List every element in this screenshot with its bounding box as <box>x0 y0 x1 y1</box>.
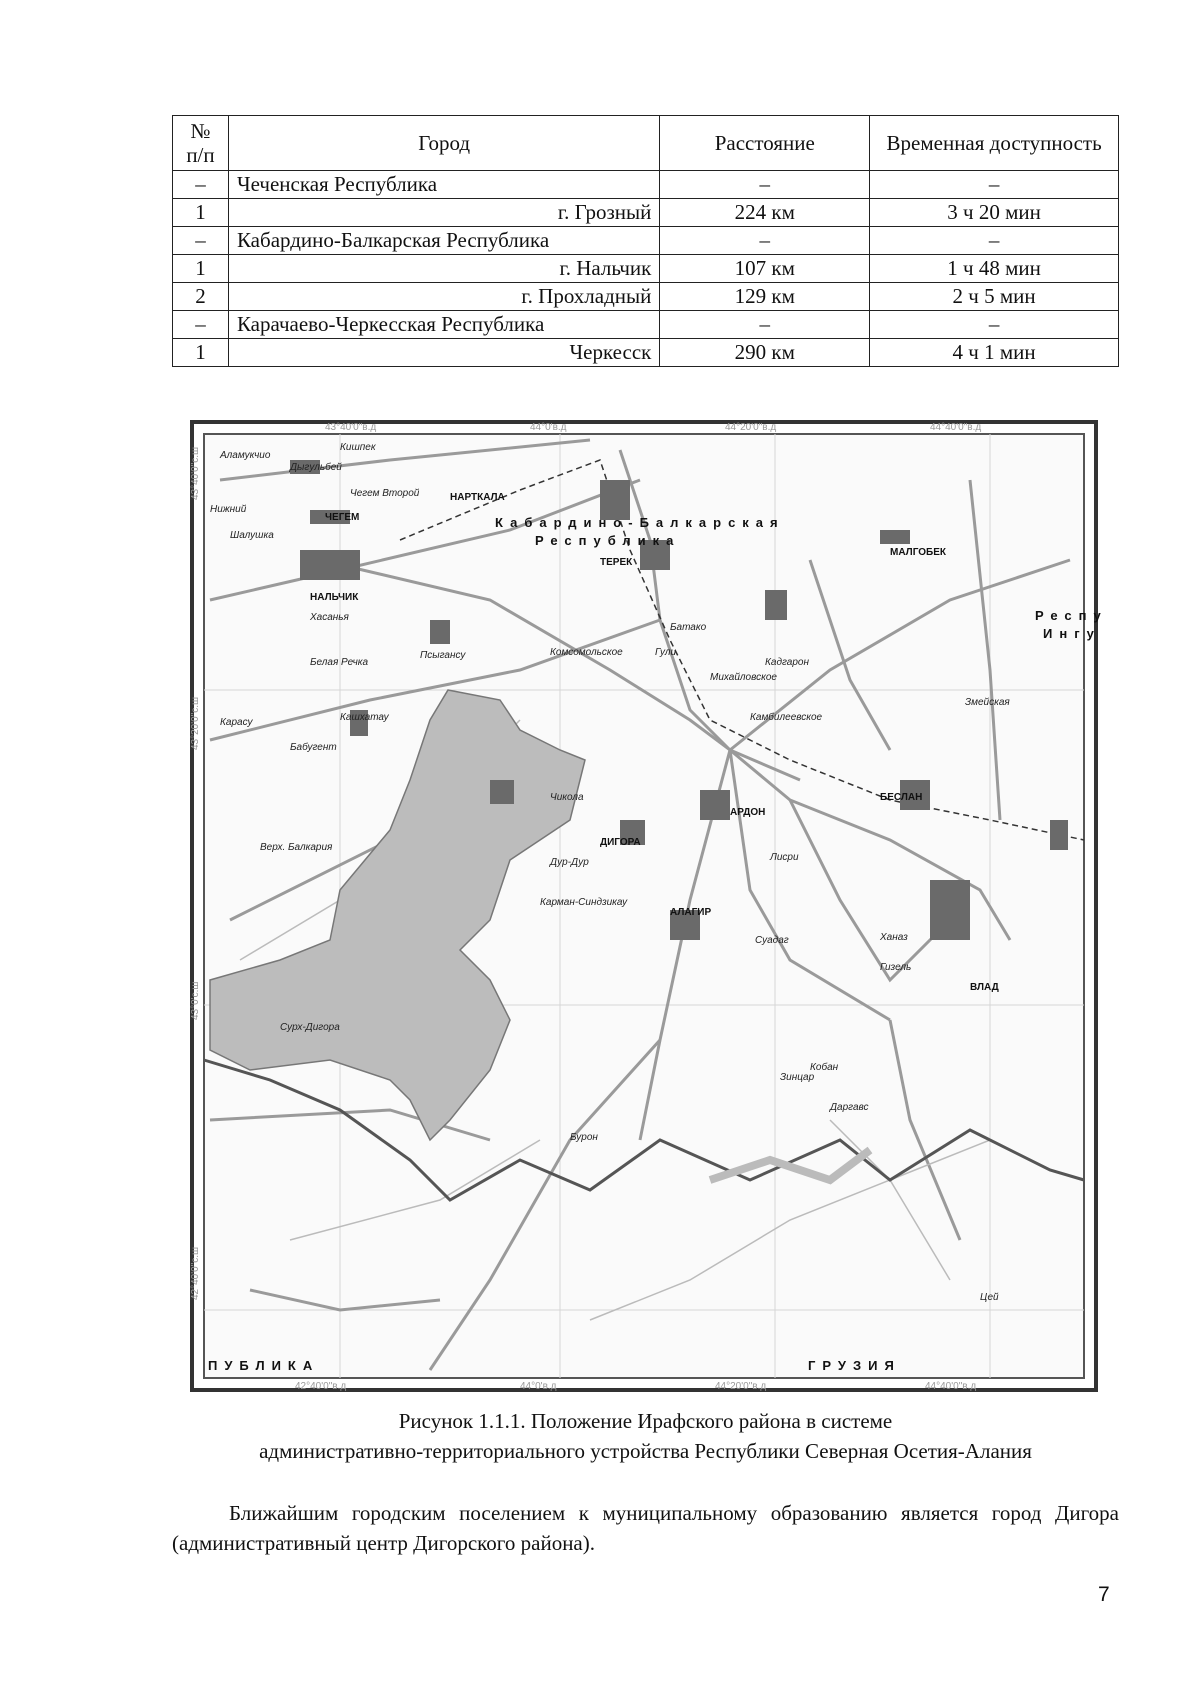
map-place-label: Дур-Дур <box>550 857 589 868</box>
map-place-label: Белая Речка <box>310 657 369 668</box>
row-distance-cell: 224 км <box>660 199 870 227</box>
district-map <box>190 420 1108 1392</box>
row-distance-cell: – <box>660 227 870 255</box>
map-place-label: Лисри <box>770 852 799 863</box>
header-city: Город <box>228 116 659 171</box>
map-city-malgobek: МАЛГОБЕК <box>890 547 946 558</box>
map-region-ingush: Респу <box>1035 608 1108 623</box>
row-distance-cell: 107 км <box>660 255 870 283</box>
map-place-label: Нижний <box>210 504 247 515</box>
map-coord-side-3: 43°0'с.ш <box>190 981 201 1020</box>
map-place-label: Бабугент <box>290 742 337 753</box>
row-number-cell: – <box>173 227 229 255</box>
map-region-kbr: Кабардино-Балкарская <box>495 515 785 530</box>
map-place-label: Хасанья <box>310 612 349 623</box>
row-number-cell: 1 <box>173 339 229 367</box>
map-place-label: Михайловское <box>710 672 777 683</box>
row-distance-cell: – <box>660 311 870 339</box>
map-place-label: Гизель <box>880 962 912 973</box>
map-place-label: Карасу <box>220 717 253 728</box>
map-place-label: Карман-Синдзикау <box>540 897 628 908</box>
row-time-cell: 3 ч 20 мин <box>870 199 1119 227</box>
map-place-label: Кадгарон <box>765 657 809 668</box>
row-name-cell: Черкесск <box>228 339 659 367</box>
map-coord-side-4: 42°40'0"с.ш <box>190 1246 201 1300</box>
map-place-label: Камбилеевское <box>750 712 823 723</box>
body-paragraph: Ближайшим городским поселением к муниципальному образованию является город Дигора (административный центр Дигорского района). <box>172 1501 1119 1555</box>
map-city-terek: ТЕРЕК <box>600 557 633 568</box>
row-number-cell: 1 <box>173 255 229 283</box>
row-name-cell: г. Нальчик <box>228 255 659 283</box>
header-number: № п/п <box>173 116 229 171</box>
map-coord-bottom-1: 42°40'0"в.д <box>295 1381 347 1392</box>
map-place-label: Шалушка <box>230 530 274 541</box>
map-place-label: Суадаг <box>755 935 789 946</box>
map-region-kbr-2: Республика <box>535 533 681 548</box>
table-row <box>173 283 1119 311</box>
row-number-cell: 2 <box>173 283 229 311</box>
row-time-cell: 2 ч 5 мин <box>870 283 1119 311</box>
row-name-cell: Карачаево-Черкесская Республика <box>228 311 659 339</box>
row-name-cell: Кабардино-Балкарская Республика <box>228 227 659 255</box>
map-svg <box>190 420 1108 1392</box>
row-time-cell: – <box>870 171 1119 199</box>
row-name-cell: г. Прохладный <box>228 283 659 311</box>
map-place-label: Дыгульбей <box>290 462 342 473</box>
table-row <box>173 255 1119 283</box>
map-place-label: Кишпек <box>340 442 376 453</box>
row-distance-cell: 290 км <box>660 339 870 367</box>
table-row <box>173 311 1119 339</box>
map-region-west: ПУБЛИКА <box>208 1358 320 1373</box>
row-name-cell: Чеченская Республика <box>228 171 659 199</box>
page-number: 7 <box>1098 1583 1110 1606</box>
map-coord-side-2: 43°20'0"с.ш <box>190 696 201 750</box>
map-city-chegem: ЧЕГЕМ <box>325 512 360 523</box>
map-coord-bottom-3: 44°20'0"в.д <box>715 1381 767 1392</box>
map-region-ingush-2: Ингу <box>1043 626 1101 641</box>
table-row <box>173 339 1119 367</box>
map-place-label: Ханаз <box>880 932 908 943</box>
map-coord-bottom-4: 44°40'0"в.д <box>925 1381 977 1392</box>
map-place-label: Змейская <box>965 697 1010 708</box>
caption-line-1: Рисунок 1.1.1. Положение Ирафского района в системе <box>398 1409 893 1433</box>
map-place-label: Сурх-Дигора <box>280 1022 340 1033</box>
row-time-cell: – <box>870 311 1119 339</box>
map-city-ardon: АРДОН <box>730 807 766 818</box>
table-row <box>173 199 1119 227</box>
row-time-cell: 4 ч 1 мин <box>870 339 1119 367</box>
map-coord-top-1: 43°40'0"в.д <box>325 422 377 433</box>
row-time-cell: 1 ч 48 мин <box>870 255 1119 283</box>
map-place-label: Гули <box>655 647 677 658</box>
map-place-label: Батако <box>670 622 707 633</box>
map-city-alagir: АЛАГИР <box>670 907 712 918</box>
map-coord-bottom-2: 44°0'в.д <box>520 1381 557 1392</box>
map-city-nalchik: НАЛЬЧИК <box>310 592 359 603</box>
row-time-cell: – <box>870 227 1119 255</box>
map-place-label: Чикола <box>550 792 584 803</box>
map-coord-side-1: 43°40'0"с.ш <box>190 446 201 500</box>
map-coord-top-3: 44°20'0"в.д <box>725 422 777 433</box>
table-row <box>173 227 1119 255</box>
distance-table <box>172 115 1119 367</box>
map-city-beslan: БЕСЛАН <box>880 792 923 803</box>
map-place-label: Комсомольское <box>550 647 623 658</box>
map-city-vladikavkaz: ВЛАД <box>970 982 999 993</box>
row-distance-cell: 129 км <box>660 283 870 311</box>
map-place-label: Даргавс <box>830 1102 869 1113</box>
map-city-digora: ДИГОРА <box>600 837 641 848</box>
figure-caption <box>172 1406 1119 1466</box>
row-number-cell: 1 <box>173 199 229 227</box>
row-name-cell: г. Грозный <box>228 199 659 227</box>
row-number-cell: – <box>173 311 229 339</box>
map-city-nartkala: НАРТКАЛА <box>450 492 505 503</box>
map-place-label: Псыгансу <box>420 650 466 661</box>
map-place-label: Зинцар <box>780 1072 815 1083</box>
table-header-row <box>173 116 1119 171</box>
map-coord-top-2: 44°0'в.д <box>530 422 567 433</box>
map-place-label: Верх. Балкария <box>260 842 333 853</box>
map-region-georgia: ГРУЗИЯ <box>808 1358 901 1373</box>
table-row <box>173 171 1119 199</box>
map-place-label: Кашхатау <box>340 712 389 723</box>
map-place-label: Кобан <box>810 1062 839 1073</box>
map-place-label: Цей <box>980 1292 999 1303</box>
map-coord-top-4: 44°40'0"в.д <box>930 422 982 433</box>
header-distance: Расстояние <box>660 116 870 171</box>
row-distance-cell: – <box>660 171 870 199</box>
caption-line-2: административно-территориального устройства Республики Северная Осетия-Алания <box>259 1439 1032 1463</box>
map-place-label: Бурон <box>570 1132 598 1143</box>
row-number-cell: – <box>173 171 229 199</box>
header-time: Временная доступность <box>870 116 1119 171</box>
map-place-label: Аламукчио <box>220 450 271 461</box>
map-place-label: Чегем Второй <box>350 488 420 499</box>
